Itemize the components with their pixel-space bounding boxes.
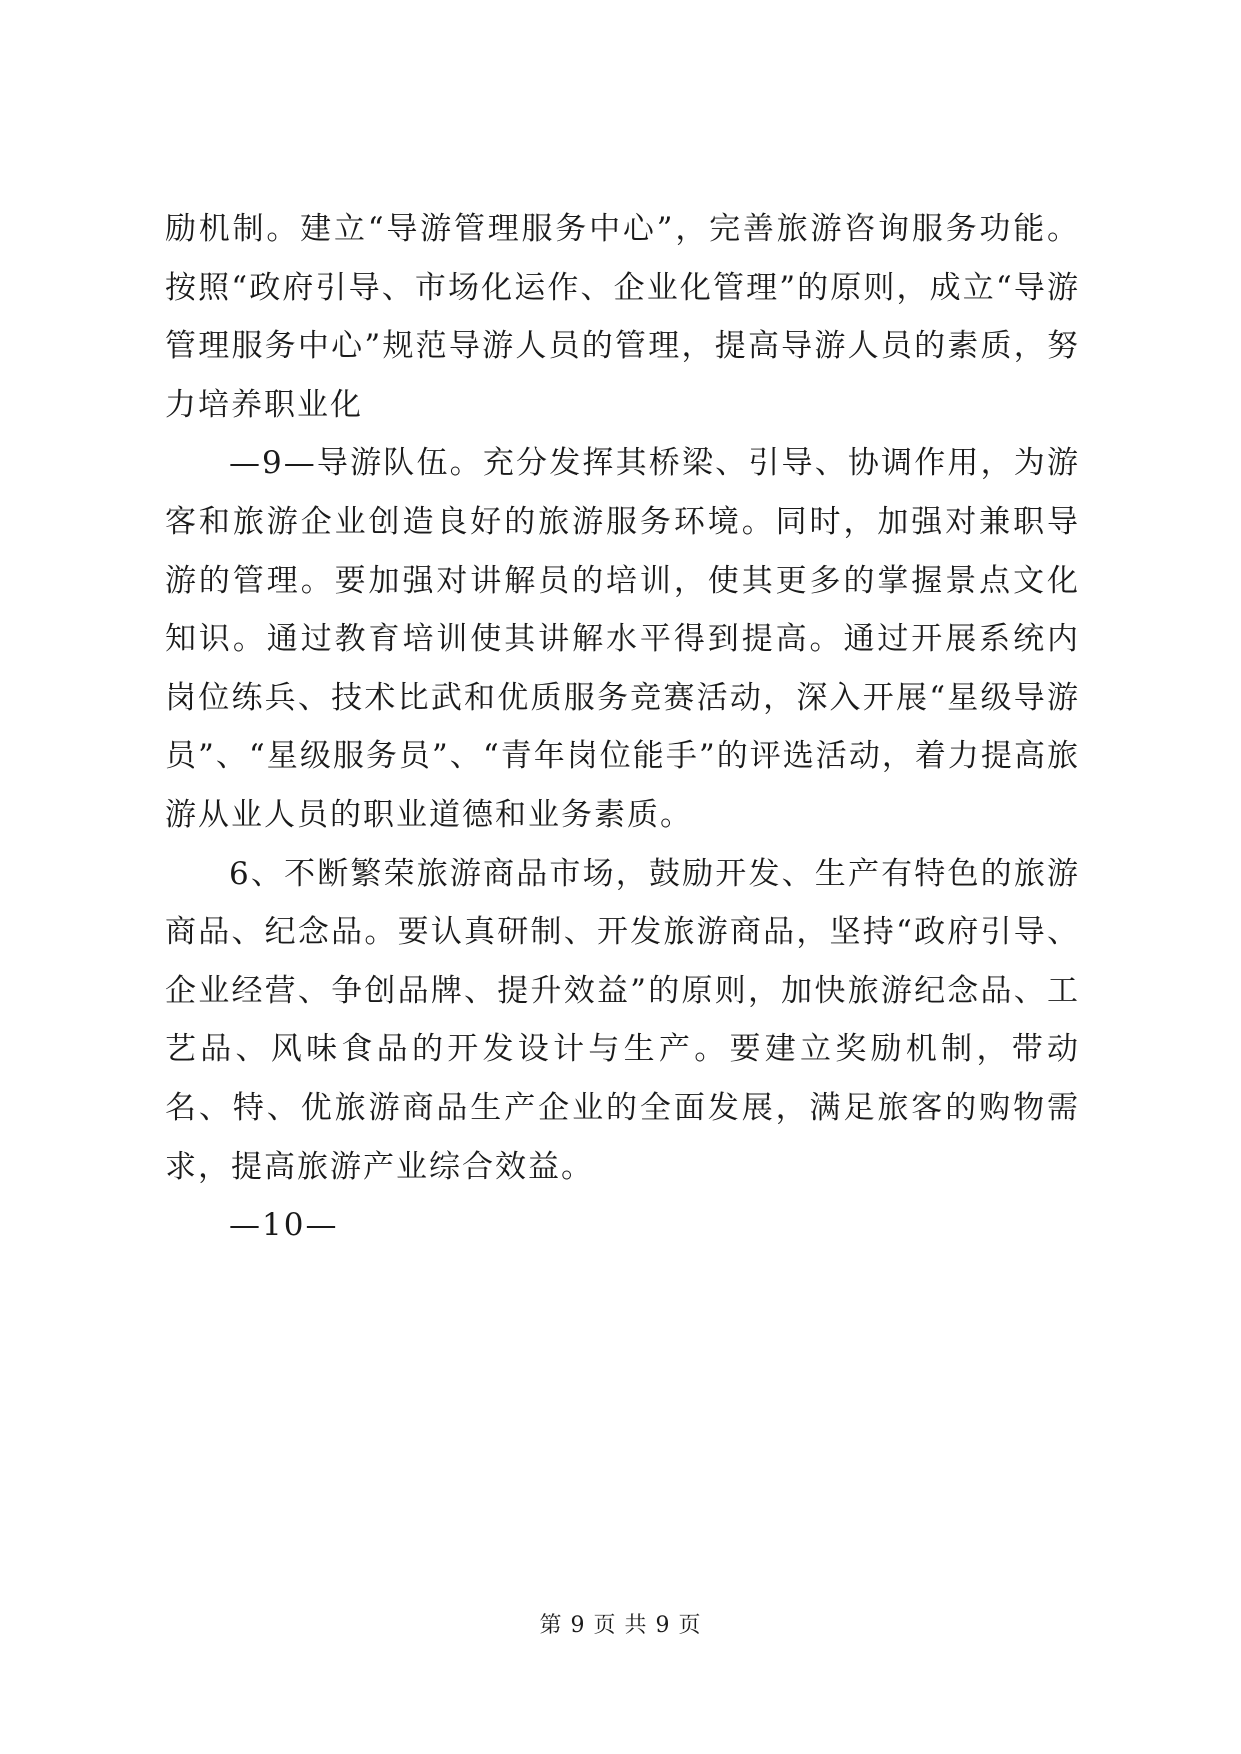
paragraph-1: 励机制。建立“导游管理服务中心”，完善旅游咨询服务功能。按照“政府引导、市场化运作、企业化管理”的原则，成立“导游管理服务中心”规范导游人员的管理，提高导游人员的素质，努力培养职业化	[165, 211, 1080, 423]
paragraph-3: 6、不断繁荣旅游商品市场，鼓励开发、生产有特色的旅游商品、纪念品。要认真研制、开发旅游商品，坚持“政府引导、企业经营、争创品牌、提升效益”的原则，加快旅游纪念品、工艺品、风味食品的开发设计与生产。要建立奖励机制，带动名、特、优旅游商品生产企业的全面发展，满足旅客的购物需求，提高旅游产业综合效益。	[165, 855, 1080, 1185]
paragraph-4-page-marker: —10—	[229, 1207, 339, 1244]
paragraph-2: —9—导游队伍。充分发挥其桥梁、引导、协调作用，为游客和旅游企业创造良好的旅游服务环境。同时，加强对兼职导游的管理。要加强对讲解员的培训，使其更多的掌握景点文化知识。通过教育培训使其讲解水平得到提高。通过开展系统内岗位练兵、技术比武和优质服务竞赛活动，深入开展“星级导游员”、“星级服务员”、“青年岗位能手”的评选活动，着力提高旅游从业人员的职业道德和业务素质。	[165, 445, 1080, 833]
page-footer: 第 9 页 共 9 页	[539, 1613, 702, 1638]
document-body	[165, 200, 1080, 1255]
